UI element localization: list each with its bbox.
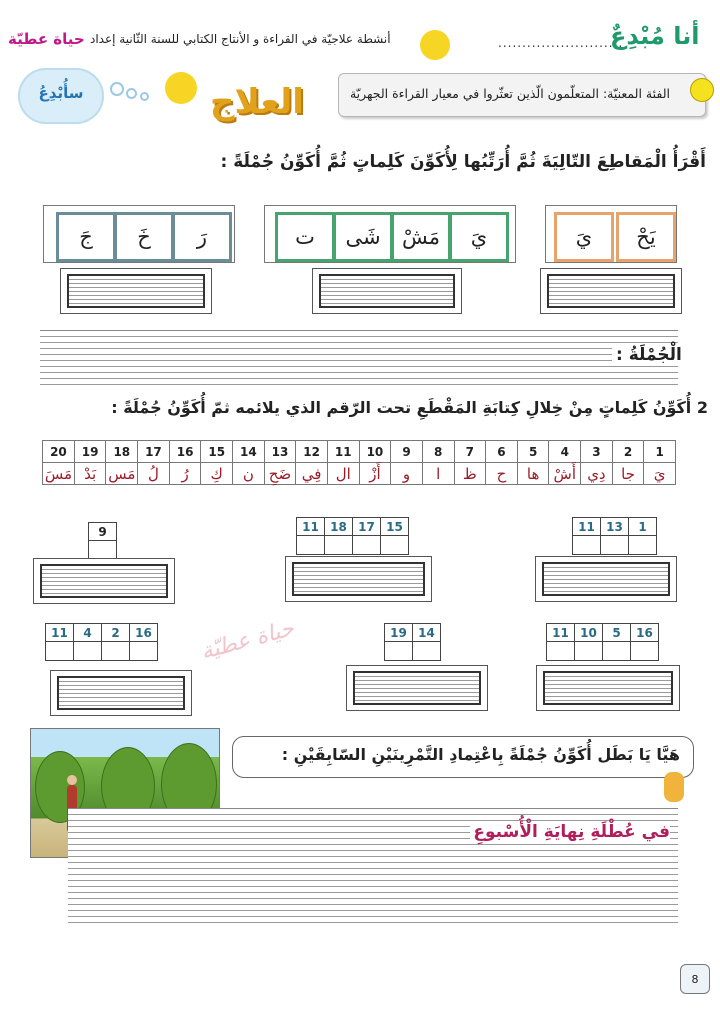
sentence-starter: في عُطْلَةِ نِهايَةِ الْأُسْبوعِ: [470, 822, 670, 842]
code-blank-cell[interactable]: [575, 642, 603, 661]
syllable-number: 15: [201, 441, 233, 463]
code-number: 11: [297, 518, 325, 536]
syllable-tile: رَ: [172, 212, 232, 262]
bubble-icon: [140, 92, 149, 101]
syllable-cell: ن: [233, 463, 265, 485]
syllable-number: 16: [169, 441, 201, 463]
syllable-tile: جَ: [56, 212, 116, 262]
sentence-writing-lines[interactable]: [40, 330, 678, 387]
word-answer-lines[interactable]: [57, 676, 185, 710]
watermark: حياة عطيّة: [198, 616, 297, 665]
code-grid: [88, 522, 117, 560]
syllable-cell: ح: [486, 463, 518, 485]
code-grid: [296, 517, 409, 555]
code-number: 5: [603, 624, 631, 642]
brand-name: حياة عطيّة: [8, 30, 85, 48]
smiley-icon: [690, 78, 714, 102]
word-answer-lines[interactable]: [542, 562, 670, 596]
ana-mubdi-title: أنا مُبْدِعٌ: [610, 22, 700, 50]
syllable-number: 11: [327, 441, 359, 463]
code-number: 11: [573, 518, 601, 536]
syllable-cell: ا: [422, 463, 454, 485]
syllable-number: 10: [359, 441, 391, 463]
exercise1-instruction: أَقْرَأُ الْمَقاطِعَ التّالِيَةَ ثُمَّ أُرَتِّبُها لِأُكَوِّنَ كَلِماتٍ ثُمَّ أُكَوِّنُ جُمْلَةً :: [220, 152, 706, 172]
code-grid: [384, 623, 441, 661]
word-answer-box[interactable]: [312, 268, 462, 314]
syllable-group-right: [545, 205, 677, 263]
code-grid: [45, 623, 158, 661]
word-answer-lines[interactable]: [547, 274, 675, 308]
syllable-tile: يَحْ: [616, 212, 676, 262]
word-answer-lines[interactable]: [67, 274, 205, 308]
chick-icon: [165, 72, 197, 104]
syllable-cell: لُ: [138, 463, 170, 485]
code-number: 10: [575, 624, 603, 642]
code-number: 4: [74, 624, 102, 642]
syllable-cell: بَدْ: [74, 463, 106, 485]
syllable-cell: أَشْ: [549, 463, 581, 485]
word-answer-lines[interactable]: [40, 564, 168, 598]
code-blank-cell[interactable]: [547, 642, 575, 661]
code-number: 11: [46, 624, 74, 642]
word-answer-box[interactable]: [535, 556, 677, 602]
syllable-number: 2: [612, 441, 644, 463]
code-blank-cell[interactable]: [601, 536, 629, 555]
code-number: 18: [325, 518, 353, 536]
word-answer-box[interactable]: [285, 556, 432, 602]
syllable-cell: يَ: [644, 463, 676, 485]
code-number: 17: [353, 518, 381, 536]
code-blank-cell[interactable]: [102, 642, 130, 661]
code-grid: [546, 623, 659, 661]
syllable-cell: ضَحِ: [264, 463, 296, 485]
table-row: [43, 463, 676, 485]
syllable-number: 8: [422, 441, 454, 463]
table-row: [43, 441, 676, 463]
syllable-number: 3: [581, 441, 613, 463]
code-number: 13: [601, 518, 629, 536]
code-blank-cell[interactable]: [381, 536, 409, 555]
syllable-number: 18: [106, 441, 138, 463]
code-blank-cell[interactable]: [631, 642, 659, 661]
word-answer-lines[interactable]: [319, 274, 455, 308]
exercise3-instruction: هَيَّا يَا بَطَل أُكَوِّنُ جُمْلَةً بِاعْتِمادِ التَّمْرِينَيْنِ السّابِقَيْنِ :: [281, 745, 680, 764]
syllable-number: 17: [138, 441, 170, 463]
word-answer-lines[interactable]: [292, 562, 425, 596]
code-number: 19: [385, 624, 413, 642]
syllable-number: 9: [391, 441, 423, 463]
syllable-group-middle: [264, 205, 516, 263]
syllable-number: 14: [233, 441, 265, 463]
syllable-cell: دِي: [581, 463, 613, 485]
syllable-tile: خَ: [114, 212, 174, 262]
word-answer-box[interactable]: [50, 670, 192, 716]
syllable-number: 19: [74, 441, 106, 463]
pencil-character-icon: [664, 772, 684, 802]
code-number: 16: [130, 624, 158, 642]
category-text: الفئة المعنيّة: المتعلّمون الّذين تعثّروا في معيار القراءة الجهريّة: [349, 86, 670, 101]
syllable-tile: ت: [275, 212, 335, 262]
exercise2-instruction: 2 أُكَوِّنُ كَلِماتٍ مِنْ خِلالِ كِتابَةِ المَقْطَعِ تحت الرّقم الذي يلائمه ثمّ أُكَوِّنُ جُمْلَةً :: [111, 398, 708, 417]
syllable-number: 7: [454, 441, 486, 463]
syllable-tile: شَى: [333, 212, 393, 262]
chick-icon: [420, 30, 450, 60]
syllable-number: 5: [517, 441, 549, 463]
syllable-cell: مَسَ: [43, 463, 75, 485]
syllable-cell: ها: [517, 463, 549, 485]
code-blank-cell[interactable]: [353, 536, 381, 555]
word-answer-box[interactable]: [536, 665, 680, 711]
code-number: 1: [629, 518, 657, 536]
code-blank-cell[interactable]: [74, 642, 102, 661]
name-dots: ..........................: [498, 36, 624, 50]
code-blank-cell[interactable]: [573, 536, 601, 555]
code-blank-cell[interactable]: [46, 642, 74, 661]
syllable-cell: و: [391, 463, 423, 485]
code-blank-cell[interactable]: [325, 536, 353, 555]
sentence-label: الْجُمْلَةُ :: [612, 345, 686, 365]
code-number: 2: [102, 624, 130, 642]
code-blank-cell[interactable]: [413, 642, 441, 661]
word-answer-box[interactable]: [346, 665, 488, 711]
syllable-number: 12: [296, 441, 328, 463]
syllable-number: 6: [486, 441, 518, 463]
code-blank-cell[interactable]: [297, 536, 325, 555]
word-answer-lines[interactable]: [543, 671, 673, 705]
syllable-cell: جا: [612, 463, 644, 485]
code-number: 15: [381, 518, 409, 536]
code-number: 11: [547, 624, 575, 642]
syllable-group-left: [43, 205, 235, 263]
syllable-number-table: [42, 440, 676, 485]
syllable-cell: فِي: [296, 463, 328, 485]
code-number: 14: [413, 624, 441, 642]
syllable-tile: يَ: [554, 212, 614, 262]
code-blank-cell[interactable]: [130, 642, 158, 661]
syllable-cell: ظ: [454, 463, 486, 485]
code-number: 16: [631, 624, 659, 642]
bubble-icon: [110, 82, 124, 96]
syllable-number: 1: [644, 441, 676, 463]
person-head: [67, 775, 77, 785]
code-blank-cell[interactable]: [89, 541, 117, 560]
word-answer-box[interactable]: [33, 558, 175, 604]
cloud-text: سأُبْدِعُ: [38, 84, 84, 102]
code-blank-cell[interactable]: [603, 642, 631, 661]
syllable-tile: مَشْ: [391, 212, 451, 262]
syllable-number: 20: [43, 441, 75, 463]
word-answer-box[interactable]: [60, 268, 212, 314]
syllable-number: 4: [549, 441, 581, 463]
code-blank-cell[interactable]: [385, 642, 413, 661]
syllable-number: 13: [264, 441, 296, 463]
code-grid: [572, 517, 657, 555]
syllable-cell: كِ: [201, 463, 233, 485]
syllable-cell: أَزْ: [359, 463, 391, 485]
bubble-icon: [126, 88, 137, 99]
syllable-tile: يَ: [449, 212, 509, 262]
code-blank-cell[interactable]: [629, 536, 657, 555]
word-answer-box[interactable]: [540, 268, 682, 314]
code-number: 9: [89, 523, 117, 541]
syllable-cell: رُ: [169, 463, 201, 485]
syllable-cell: ال: [327, 463, 359, 485]
word-answer-lines[interactable]: [353, 671, 481, 705]
header-subtitle: أنشطة علاجيّة في القراءة و الأنتاج الكتابي للسنة الثّانية إعداد: [90, 32, 391, 46]
page-title: العلاج: [210, 82, 304, 122]
syllable-cell: مَس: [106, 463, 138, 485]
page-number: 8: [680, 964, 710, 994]
